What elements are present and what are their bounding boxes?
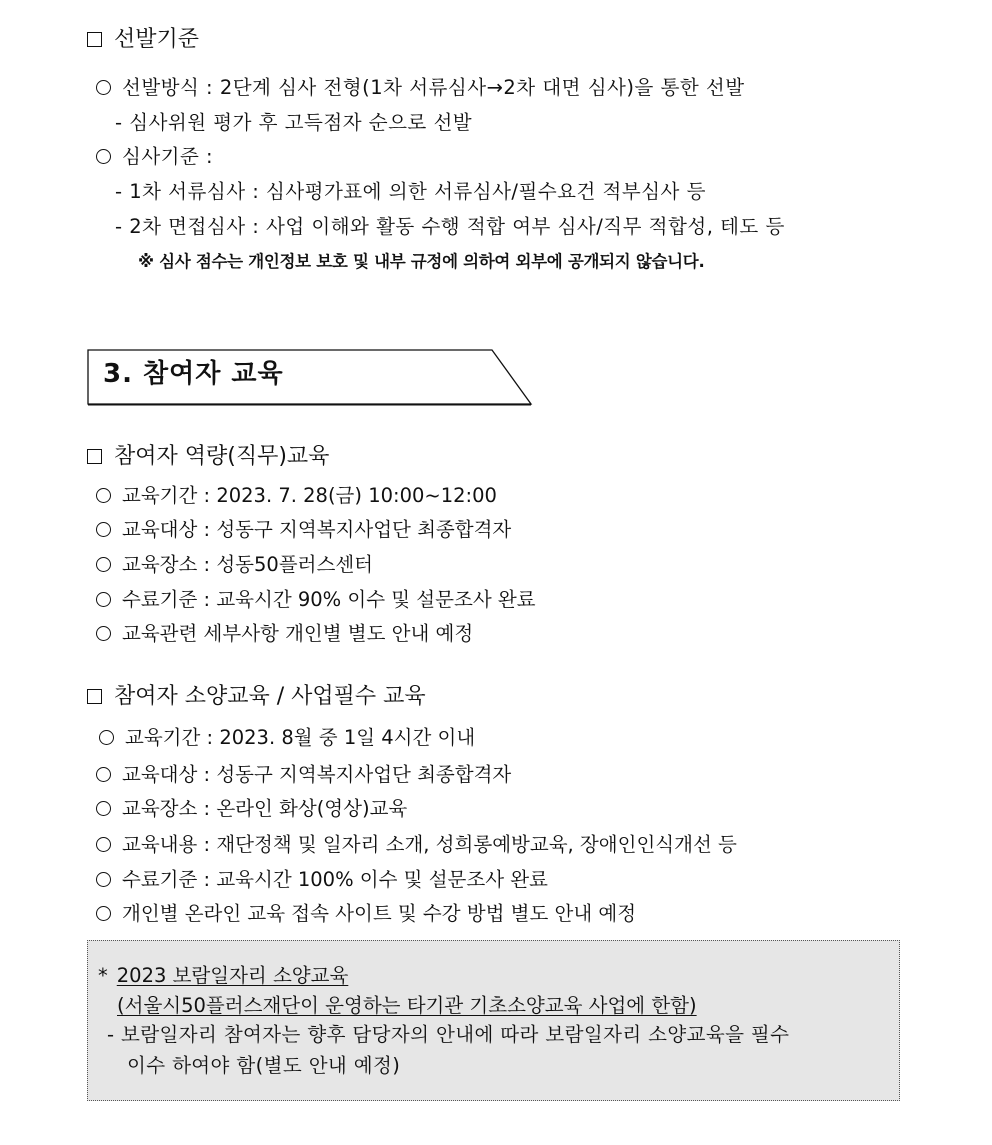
basic-training-item: 개인별 온라인 교육 접속 사이트 및 수강 방법 별도 안내 예정 — [96, 904, 636, 924]
basic-training-item: 교육기간 : 2023. 8월 중 1일 4시간 이내 — [99, 728, 475, 748]
square-bullet-icon — [87, 32, 102, 47]
square-bullet-icon — [87, 449, 102, 464]
job-training-item: 교육장소 : 성동50플러스센터 — [96, 555, 373, 575]
circle-bullet-icon — [96, 80, 111, 95]
circle-bullet-icon — [96, 592, 111, 607]
circle-bullet-icon — [96, 557, 111, 572]
criteria-item-2: - 2차 면접심사 : 사업 이해와 활동 수행 적합 여부 심사/직무 적합성, 테도 등 — [115, 215, 785, 238]
notice-star: * — [98, 964, 108, 987]
circle-bullet-icon — [99, 730, 114, 745]
notice-title — [98, 966, 348, 986]
selection-method-sub: - 심사위원 평가 후 고득점자 순으로 선발 — [115, 111, 473, 134]
job-training-item: 교육관련 세부사항 개인별 별도 안내 예정 — [96, 624, 473, 644]
circle-bullet-icon — [96, 872, 111, 887]
basic-training-item: 교육대상 : 성동구 지역복지사업단 최종합격자 — [96, 765, 511, 785]
basic-training-item: 수료기준 : 교육시간 100% 이수 및 설문조사 완료 — [96, 870, 548, 890]
section-title: 3. 참여자 교육 — [103, 359, 284, 389]
criteria-item-1: - 1차 서류심사 : 심사평가표에 의한 서류심사/필수요건 적부심사 등 — [115, 180, 706, 203]
notice-body-line2: 이수 하여야 함(별도 안내 예정) — [127, 1054, 401, 1077]
circle-bullet-icon — [96, 488, 111, 503]
circle-bullet-icon — [96, 906, 111, 921]
job-training-item: 교육대상 : 성동구 지역복지사업단 최종합격자 — [96, 520, 511, 540]
job-training-heading: 참여자 역량(직무)교육 — [87, 446, 329, 468]
basic-training-item: 교육내용 : 재단정책 및 일자리 소개, 성희롱예방교육, 장애인인식개선 등 — [96, 835, 737, 855]
basic-training-heading: 참여자 소양교육 / 사업필수 교육 — [87, 686, 426, 708]
job-training-item: 수료기준 : 교육시간 90% 이수 및 설문조사 완료 — [96, 590, 536, 610]
circle-bullet-icon — [96, 626, 111, 641]
selection-criteria: 심사기준 : — [96, 147, 213, 167]
notice-title-line2: (서울시50플러스재단이 운영하는 타기관 기초소양교육 사업에 한함) — [117, 994, 697, 1017]
circle-bullet-icon — [96, 522, 111, 537]
circle-bullet-icon — [96, 801, 111, 816]
basic-training-item: 교육장소 : 온라인 화상(영상)교육 — [96, 799, 407, 819]
selection-method: 선발방식 : 2단계 심사 전형(1차 서류심사→2차 대면 심사)을 통한 선발 — [96, 78, 745, 98]
circle-bullet-icon — [96, 767, 111, 782]
circle-bullet-icon — [96, 149, 111, 164]
job-training-item: 교육기간 : 2023. 7. 28(금) 10:00~12:00 — [96, 486, 497, 506]
square-bullet-icon — [87, 689, 102, 704]
selection-heading: 선발기준 — [87, 29, 199, 51]
notice-body-line1: - 보람일자리 참여자는 향후 담당자의 안내에 따라 보람일자리 소양교육을 필수 — [107, 1023, 790, 1046]
circle-bullet-icon — [96, 837, 111, 852]
privacy-note: ※ 심사 점수는 개인정보 보호 및 내부 규정에 의하여 외부에 공개되지 않습니다. — [138, 252, 705, 271]
notice-title-line1: 2023 보람일자리 소양교육 — [116, 964, 349, 987]
